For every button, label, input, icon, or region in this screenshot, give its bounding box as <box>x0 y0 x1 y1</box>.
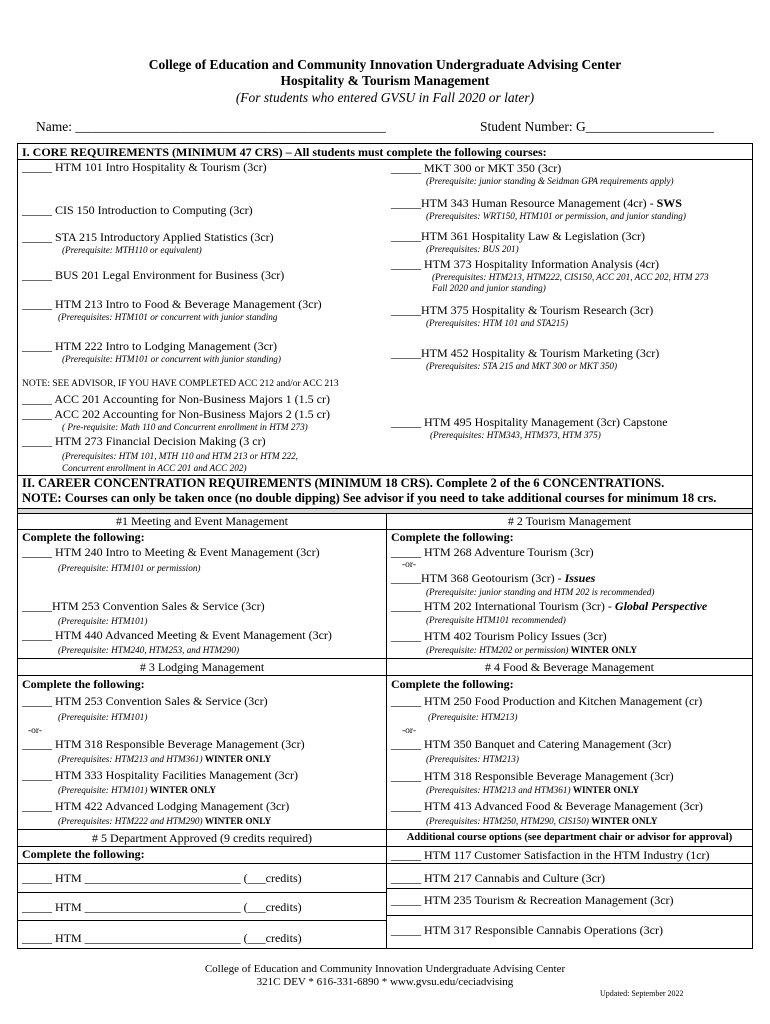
conc1-item-htm253[interactable]: _____HTM 253 Convention Sales & Service (3cr) <box>22 599 265 613</box>
conc1-prereq-htm440: (Prerequisite: HTM240, HTM253, and HTM290) <box>58 645 240 655</box>
conc3-item-htm333[interactable]: _____ HTM 333 Hospitality Facilities Management (3cr) <box>22 768 298 782</box>
additional-item-htm117[interactable]: _____ HTM 117 Customer Satisfaction in the HTM Industry (1cr) <box>391 848 710 862</box>
additional-item-htm235[interactable]: _____ HTM 235 Tourism & Recreation Management (3cr) <box>391 893 674 907</box>
conc5-complete: Complete the following: <box>22 847 145 861</box>
core-item-bus201[interactable]: _____ BUS 201 Legal Environment for Business (3cr) <box>22 268 285 282</box>
conc4-complete: Complete the following: <box>391 677 514 691</box>
conc5-entry-2[interactable]: _____ HTM __________________________ (___credits) <box>22 900 302 914</box>
core-item-htm273[interactable]: _____ HTM 273 Financial Decision Making (3 cr) <box>22 434 266 448</box>
conc4-item-htm350[interactable]: _____ HTM 350 Banquet and Catering Management (3cr) <box>391 737 672 751</box>
conc4-item-htm318[interactable]: _____ HTM 318 Responsible Beverage Management (3cr) <box>391 769 674 783</box>
conc3-item-htm318[interactable]: _____ HTM 318 Responsible Beverage Management (3cr) <box>22 737 305 751</box>
footer-contact: 321C DEV * 616-331-6890 * www.gvsu.edu/ceciadvising <box>256 976 514 988</box>
conc1-item-htm240[interactable]: _____ HTM 240 Intro to Meeting & Event Management (3cr) <box>22 545 320 559</box>
conc3-prereq-htm422: (Prerequisites: HTM222 and HTM290) WINTER ONLY <box>58 816 272 826</box>
conc5-entry-1[interactable]: _____ HTM __________________________ (___credits) <box>22 871 302 885</box>
header-program: Hospitality & Tourism Management <box>280 73 490 88</box>
conc3-item-htm253[interactable]: _____ HTM 253 Convention Sales & Service (3cr) <box>22 694 268 708</box>
conc1-item-htm440[interactable]: _____ HTM 440 Advanced Meeting & Event Management (3cr) <box>22 628 332 642</box>
header-cohort: (For students who entered GVSU in Fall 2020 or later) <box>235 90 535 105</box>
core-item-htm495[interactable]: _____ HTM 495 Hospitality Management (3cr) Capstone <box>391 415 668 429</box>
additional-item-htm317[interactable]: _____ HTM 317 Responsible Cannabis Operations (3cr) <box>391 923 663 937</box>
conc4-or: -or- <box>402 726 417 736</box>
core-item-htm452[interactable]: _____HTM 452 Hospitality & Tourism Marketing (3cr) <box>391 346 660 360</box>
core-item-sta215[interactable]: _____ STA 215 Introductory Applied Statistics (3cr) <box>22 230 274 244</box>
core-item-htm222[interactable]: _____ HTM 222 Intro to Lodging Management (3cr) <box>22 339 277 353</box>
prereq-htm373-1: (Prerequisites: HTM213, HTM222, CIS150, ACC 201, ACC 202, HTM 273 <box>432 272 709 282</box>
conc4-prereq-htm318: (Prerequisites: HTM213 and HTM361) WINTER ONLY <box>426 785 640 795</box>
core-item-htm213[interactable]: _____ HTM 213 Intro to Food & Beverage Management (3cr) <box>22 297 322 311</box>
conc2-item-htm402[interactable]: _____ HTM 402 Tourism Policy Issues (3cr) <box>391 629 607 643</box>
conc1-prereq-htm240: (Prerequisite: HTM101 or permission) <box>58 563 201 573</box>
prereq-htm222: (Prerequisite: HTM101 or concurrent with junior standing) <box>62 354 281 364</box>
core-item-mkt300[interactable]: _____ MKT 300 or MKT 350 (3cr) <box>391 161 562 175</box>
core-item-htm373[interactable]: _____ HTM 373 Hospitality Information Analysis (4cr) <box>391 257 659 271</box>
conc2-complete: Complete the following: <box>391 530 514 544</box>
prereq-htm452: (Prerequisites: STA 215 and MKT 300 or MKT 350) <box>426 361 618 371</box>
conc4-prereq-htm350: (Prerequisites: HTM213) <box>426 754 519 764</box>
core-item-htm361[interactable]: _____HTM 361 Hospitality Law & Legislation (3cr) <box>391 229 645 243</box>
conc4-item-htm250[interactable]: _____ HTM 250 Food Production and Kitchen Management (cr) <box>391 694 703 708</box>
prereq-htm361: (Prerequisites: BUS 201) <box>426 244 519 254</box>
conc4-prereq-htm413: (Prerequisites: HTM250, HTM290, CIS150) WINTER ONLY <box>426 816 658 826</box>
conc3-prereq-htm318: (Prerequisites: HTM213 and HTM361) WINTER ONLY <box>58 754 272 764</box>
conc2-prereq-htm202: (Prerequisite HTM101 recommended) <box>426 615 566 625</box>
career-note: NOTE: Courses can only be taken once (no double dipping) See advisor if you need to take additional courses for minimum 18 crs. <box>22 491 717 505</box>
prereq-htm343: (Prerequisites: WRT150, HTM101 or permission, and junior standing) <box>426 211 686 221</box>
conc2-prereq-htm368: (Prerequisite: junior standing and HTM 202 is recommended) <box>426 587 655 597</box>
conc1-prereq-htm253: (Prerequisite: HTM101) <box>58 616 148 626</box>
conc5-entry-3[interactable]: _____ HTM __________________________ (___credits) <box>22 931 302 945</box>
core-item-htm101[interactable]: _____ HTM 101 Intro Hospitality & Tourism (3cr) <box>22 160 267 174</box>
footer-center: College of Education and Community Innovation Undergraduate Advising Center <box>204 963 566 975</box>
conc5-title: # 5 Department Approved (9 credits required) <box>92 831 312 845</box>
name-field[interactable]: Name: ______________________________________________ <box>36 119 386 134</box>
conc3-title: # 3 Lodging Management <box>139 660 265 674</box>
core-item-cis150[interactable]: _____ CIS 150 Introduction to Computing (3cr) <box>22 203 253 217</box>
conc4-item-htm413[interactable]: _____ HTM 413 Advanced Food & Beverage Management (3cr) <box>391 799 703 813</box>
conc2-item-htm202[interactable]: _____ HTM 202 International Tourism (3cr) - Global Perspective <box>391 599 708 613</box>
footer-updated: Updated: September 2022 <box>600 989 684 998</box>
conc2-item-htm368[interactable]: _____HTM 368 Geotourism (3cr) - Issues <box>391 571 596 585</box>
prereq-htm273-1: (Prerequisites: HTM 101, MTH 110 and HTM 213 or HTM 222, <box>62 451 298 461</box>
core-item-acc201[interactable]: _____ ACC 201 Accounting for Non-Business Majors 1 (1.5 cr) <box>22 392 330 406</box>
conc1-complete: Complete the following: <box>22 530 145 544</box>
additional-item-htm217[interactable]: _____ HTM 217 Cannabis and Culture (3cr) <box>391 871 605 885</box>
conc2-title: # 2 Tourism Management <box>507 514 632 528</box>
conc4-title: # 4 Food & Beverage Management <box>485 660 654 674</box>
conc3-complete: Complete the following: <box>22 677 145 691</box>
acc-note: NOTE: SEE ADVISOR, IF YOU HAVE COMPLETED ACC 212 and/or ACC 213 <box>22 379 339 389</box>
conc3-prereq-htm333: (Prerequisite: HTM101) WINTER ONLY <box>58 785 216 795</box>
student-number-field[interactable]: Student Number: G___________________ <box>480 119 714 134</box>
core-item-htm375[interactable]: _____HTM 375 Hospitality & Tourism Research (3cr) <box>391 303 654 317</box>
conc3-prereq-htm253: (Prerequisite: HTM101) <box>58 712 148 722</box>
prereq-htm373-2: Fall 2020 and junior standing) <box>432 283 546 293</box>
core-item-htm343[interactable]: _____HTM 343 Human Resource Management (4cr) - SWS <box>391 196 682 210</box>
career-title: II. CAREER CONCENTRATION REQUIREMENTS (MINIMUM 18 CRS). Complete 2 of the 6 CONCENTRATIONS. <box>22 476 665 490</box>
prereq-mkt300: (Prerequisite: junior standing & Seidman GPA requirements apply) <box>426 176 674 186</box>
prereq-acc: ( Pre-requisite: Math 110 and Concurrent enrollment in HTM 273) <box>62 422 308 432</box>
prereq-htm495: (Prerequisites: HTM343, HTM373, HTM 375) <box>430 430 601 440</box>
conc2-item-htm268[interactable]: _____ HTM 268 Adventure Tourism (3cr) <box>391 545 594 559</box>
prereq-htm213: (Prerequisites: HTM101 or concurrent with junior standing <box>58 312 278 322</box>
additional-title: Additional course options (see department chair or advisor for approval) <box>406 832 733 843</box>
conc2-prereq-htm402: (Prerequisite: HTM202 or permission) WINTER ONLY <box>426 645 638 655</box>
conc3-item-htm422[interactable]: _____ HTM 422 Advanced Lodging Management (3cr) <box>22 799 290 813</box>
core-title: I. CORE REQUIREMENTS (MINIMUM 47 CRS) – All students must complete the following courses: <box>22 145 547 159</box>
prereq-htm375: (Prerequisites: HTM 101 and STA215) <box>426 318 569 328</box>
conc4-prereq-htm250: (Prerequisite: HTM213) <box>428 712 518 722</box>
prereq-htm273-2: Concurrent enrollment in ACC 201 and ACC 202) <box>62 463 247 473</box>
prereq-sta215: (Prerequisite: MTH110 or equivalent) <box>62 245 202 255</box>
conc3-or: -or- <box>28 726 43 736</box>
conc2-or: -or- <box>402 560 417 570</box>
core-item-acc202[interactable]: _____ ACC 202 Accounting for Non-Business Majors 2 (1.5 cr) <box>22 407 330 421</box>
header-college: College of Education and Community Innovation Undergraduate Advising Center <box>148 57 622 72</box>
conc1-title: #1 Meeting and Event Management <box>116 514 288 528</box>
